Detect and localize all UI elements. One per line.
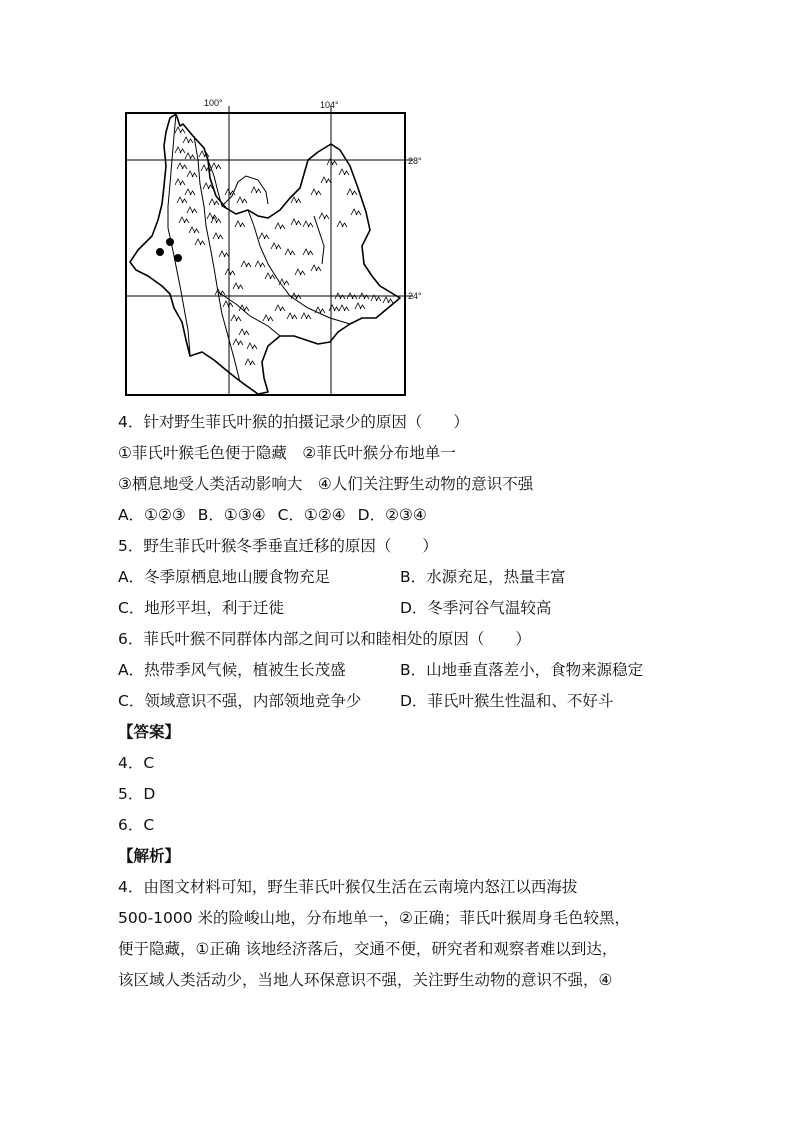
mountain-symbol: [247, 343, 257, 349]
analysis-line-3: 便于隐藏，①正确 该地经济落后，交通不便，研究者和观察者难以到达，: [118, 940, 618, 958]
mountain-symbol: [233, 339, 243, 345]
lon-label-100: 100°: [204, 98, 223, 108]
q6-option-d[interactable]: D．菲氏叶猴生性温和、不好斗: [400, 692, 614, 710]
mountain-symbol: [179, 217, 189, 223]
location-dot-1: [166, 238, 174, 246]
inner-line-2: [314, 216, 324, 264]
mountain-symbol: [175, 147, 185, 153]
mountain-symbol: [383, 297, 393, 303]
mountain-symbol: [187, 207, 197, 213]
mountain-symbol: [177, 197, 187, 203]
mountain-symbol: [195, 239, 205, 245]
mountain-symbol: [177, 163, 187, 169]
answer-5: 5．D: [118, 785, 156, 803]
mountain-symbol: [175, 179, 185, 185]
q4-option-a[interactable]: A．①②③: [118, 506, 186, 524]
question-5-options-row-2: [118, 593, 718, 624]
mountain-symbol: [213, 233, 223, 239]
mountain-symbol: [225, 269, 235, 275]
analysis-heading: 【解析】: [118, 847, 181, 865]
answer-4: 4．C: [118, 754, 155, 772]
mountain-symbol: [265, 273, 275, 279]
mountain-symbol: [223, 301, 233, 307]
mountain-symbol: [175, 127, 185, 133]
mountain-symbol: [183, 137, 193, 143]
river-east: [248, 210, 350, 324]
mountain-symbol: [185, 153, 195, 159]
question-4-stem: 4．针对野生菲氏叶猴的拍摄记录少的原因（ ）: [118, 413, 469, 431]
q6-option-b[interactable]: B．山地垂直落差小，食物来源稳定: [400, 661, 644, 679]
question-text-block: [118, 407, 718, 996]
yunnan-map-figure: [118, 96, 422, 401]
mountain-symbol: [225, 189, 235, 195]
question-4-statement-1: ①菲氏叶猴毛色便于隐藏 ②菲氏叶猴分布地单一: [118, 444, 456, 462]
mountain-symbol: [231, 315, 241, 321]
lat-label-28: 28°: [408, 156, 422, 166]
province-outline: [130, 114, 400, 394]
mountain-symbol: [241, 261, 251, 267]
question-6-options-row-2: [118, 686, 718, 717]
q5-option-d[interactable]: D．冬季河谷气温较高: [400, 599, 552, 617]
mountain-symbol: [251, 187, 261, 193]
river-south: [218, 292, 280, 336]
question-6-stem: 6．菲氏叶猴不同群体内部之间可以和睦相处的原因（ ）: [118, 630, 531, 648]
mountain-symbol: [239, 305, 249, 311]
mountain-symbol: [351, 209, 361, 215]
mountain-symbol: [275, 305, 285, 311]
mountain-symbol: [185, 189, 195, 195]
mountain-symbol: [245, 359, 255, 365]
mountain-symbol: [255, 261, 265, 267]
mountain-symbol: [275, 223, 285, 229]
answer-heading: 【答案】: [118, 723, 181, 741]
mountain-symbol: [259, 233, 269, 239]
q6-option-a[interactable]: A．热带季风气候，植被生长茂盛: [118, 661, 346, 679]
question-5-options-row-1: [118, 562, 718, 593]
answer-6: 6．C: [118, 816, 155, 834]
question-5-stem: 5．野生菲氏叶猴冬季垂直迁移的原因（ ）: [118, 537, 438, 555]
mountain-symbol: [337, 221, 347, 227]
lat-label-24: 24°: [408, 291, 422, 301]
mountain-symbol: [219, 251, 229, 257]
mountain-symbol: [187, 171, 197, 177]
mountain-symbol: [339, 305, 349, 311]
q4-option-b[interactable]: B．①③④: [197, 506, 266, 524]
location-dot-3: [174, 254, 182, 262]
q6-option-c[interactable]: C．领域意识不强，内部领地竞争少: [118, 692, 362, 710]
mountain-symbol: [347, 189, 357, 195]
mountain-symbol: [189, 227, 199, 233]
mountain-symbol: [287, 313, 297, 319]
mountain-symbol: [215, 289, 225, 295]
mountain-symbol: [233, 283, 243, 289]
lon-label-104: 104°: [320, 100, 339, 110]
mountain-symbol: [311, 265, 321, 271]
mountain-symbol: [319, 213, 329, 219]
q5-option-c[interactable]: C．地形平坦，利于迁徙: [118, 599, 284, 617]
mountain-symbol: [271, 243, 281, 249]
mountain-symbol: [301, 313, 311, 319]
mountain-symbol: [303, 249, 313, 255]
q5-option-b[interactable]: B．水源充足，热量丰富: [400, 568, 566, 586]
analysis-line-2: 500-1000 米的险峻山地，分布地单一，②正确；菲氏叶猴周身毛色较黑，: [118, 909, 630, 927]
question-6-options-row-1: [118, 655, 718, 686]
mountain-symbol: [237, 197, 247, 203]
q4-option-c[interactable]: C．①②④: [277, 506, 346, 524]
question-4-options: [118, 500, 718, 531]
mountain-symbol: [291, 197, 301, 203]
q4-option-d[interactable]: D．②③④: [357, 506, 427, 524]
mountain-symbol: [235, 221, 245, 227]
river-lancang: [194, 136, 240, 382]
mountain-symbol: [285, 249, 295, 255]
mountain-symbol: [209, 199, 219, 205]
mountain-symbol: [303, 221, 313, 227]
mountain-symbol: [291, 219, 301, 225]
analysis-line-4: 该区域人类活动少，当地人环保意识不强，关注野生动物的意识不强，④: [118, 971, 613, 989]
location-dot-2: [156, 248, 164, 256]
mountain-symbol: [211, 163, 221, 169]
question-4-statement-2: ③栖息地受人类活动影响大 ④人们关注野生动物的意识不强: [118, 475, 534, 493]
analysis-line-1: 4．由图文材料可知，野生菲氏叶猴仅生活在云南境内怒江以西海拔: [118, 878, 578, 896]
mountain-symbol: [355, 303, 365, 309]
mountain-symbol: [239, 329, 249, 335]
mountain-symbol: [207, 213, 217, 219]
mountain-symbol: [295, 269, 305, 275]
q5-option-a[interactable]: A．冬季原栖息地山腰食物充足: [118, 568, 331, 586]
mountain-symbol: [339, 169, 349, 175]
mountain-symbol: [263, 315, 273, 321]
mountain-symbol: [311, 189, 321, 195]
mountain-symbol: [321, 177, 331, 183]
